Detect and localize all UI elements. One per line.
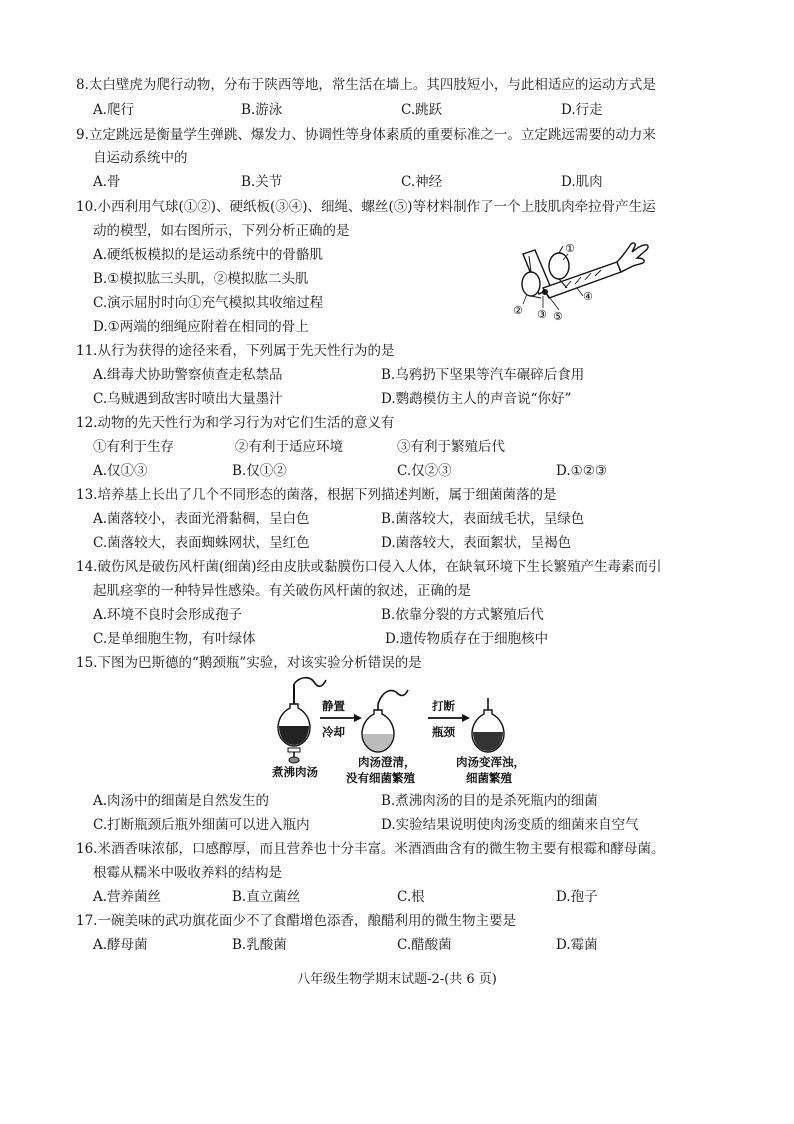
q10-stem-line2: 动的模型，如右图所示，下列分析正确的是 bbox=[93, 223, 350, 239]
q12-option-c: C.仅②③ bbox=[397, 463, 452, 479]
q10-option-c: C.演示屈肘时向①充气模拟其收缩过程 bbox=[93, 295, 324, 311]
q8-option-c: C.跳跃 bbox=[401, 102, 443, 118]
q12-option-a: A.仅①③ bbox=[93, 463, 148, 479]
arm-label-5: ⑤ bbox=[553, 310, 563, 323]
q13-option-d: D.菌落较大，表面絮状，呈褐色 bbox=[381, 535, 572, 551]
q14-option-d: D.遗传物质存在于细胞核中 bbox=[385, 631, 549, 647]
flask2-caption-line2: 没有细菌繁殖 bbox=[346, 771, 415, 785]
q12-stem: 12.动物的先天性行为和学习行为对它们生活的意义有 bbox=[76, 415, 395, 431]
q17-option-a: A.酵母菌 bbox=[93, 937, 148, 953]
q17-stem: 17.一碗美味的武功旗花面少不了食醋增色添香，酿醋利用的微生物主要是 bbox=[76, 913, 516, 929]
swan-neck-flask-figure bbox=[270, 676, 540, 788]
arrow2-line1: 打断 bbox=[432, 699, 455, 713]
arrow1-line1: 静置 bbox=[322, 699, 345, 713]
arrow2-line2: 瓶颈 bbox=[432, 725, 455, 739]
flask3-caption-line2: 细菌繁殖 bbox=[466, 771, 512, 785]
q15-stem: 15.下图为巴斯德的“鹅颈瓶”实验，对该实验分析错误的是 bbox=[76, 655, 422, 671]
q16-option-c: C.根 bbox=[397, 889, 425, 905]
q8-option-b: B.游泳 bbox=[241, 102, 283, 118]
q14-option-a: A.环境不良时会形成孢子 bbox=[93, 607, 243, 623]
flask3-caption-line1: 肉汤变浑浊， bbox=[456, 755, 525, 769]
q12-option-d: D.①②③ bbox=[556, 463, 607, 479]
q10-stem-line1: 10.小西利用气球(①②)、硬纸板(③④)、细绳、螺丝(⑤)等材料制作了一个上肢肌肉牵拉骨产生运 bbox=[76, 199, 656, 215]
q14-option-c: C.是单细胞生物，有叶绿体 bbox=[93, 631, 256, 647]
q17-option-b: B.乳酸菌 bbox=[232, 937, 287, 953]
arrow1-line2: 冷却 bbox=[322, 725, 345, 739]
q17-option-d: D.霉菌 bbox=[556, 937, 598, 953]
q12-item-3: ③有利于繁殖后代 bbox=[397, 439, 505, 455]
q12-option-b: B.仅①② bbox=[232, 463, 287, 479]
q16-option-d: D.孢子 bbox=[556, 889, 598, 905]
flask2-caption-line1: 肉汤澄清， bbox=[358, 755, 416, 769]
q16-option-a: A.营养菌丝 bbox=[93, 889, 162, 905]
q10-option-a: A.硬纸板模拟的是运动系统中的骨骼肌 bbox=[93, 247, 324, 263]
q9-stem-line1: 9.立定跳远是衡量学生弹跳、爆发力、协调性等身体素质的重要标准之一。立定跳远需要的动力来 bbox=[76, 127, 656, 143]
q11-option-c: C.乌贼遇到敌害时喷出大量墨汁 bbox=[93, 391, 283, 407]
q16-option-b: B.直立菌丝 bbox=[232, 889, 301, 905]
q15-option-b: B.煮沸肉汤的目的是杀死瓶内的细菌 bbox=[381, 793, 598, 809]
q9-option-d: D.肌肉 bbox=[561, 174, 603, 190]
q10-option-b: B.①模拟肱三头肌，②模拟肱二头肌 bbox=[93, 271, 309, 287]
q9-option-c: C.神经 bbox=[401, 174, 443, 190]
q11-stem: 11.从行为获得的途径来看，下列属于先天性行为的是 bbox=[76, 343, 395, 359]
q14-option-b: B.依靠分裂的方式繁殖后代 bbox=[381, 607, 544, 623]
q8-option-d: D.行走 bbox=[561, 102, 603, 118]
arm-label-2: ② bbox=[513, 304, 523, 317]
q15-option-d: D.实验结果说明使肉汤变质的细菌来自空气 bbox=[381, 817, 639, 833]
arm-label-4: ④ bbox=[583, 290, 593, 303]
arm-model-figure bbox=[505, 236, 655, 324]
q13-stem: 13.培养基上长出了几个不同形态的菌落，根据下列描述判断，属于细菌菌落的是 bbox=[76, 487, 557, 503]
q12-item-2: ②有利于适应环境 bbox=[235, 439, 343, 455]
page-footer: 八年级生物学期末试题-2-(共 6 页) bbox=[297, 972, 497, 987]
q15-option-c: C.打断瓶颈后瓶外细菌可以进入瓶内 bbox=[93, 817, 310, 833]
q16-stem-line2: 根霉从糯米中吸收养料的结构是 bbox=[93, 865, 282, 881]
arm-label-3: ③ bbox=[537, 308, 547, 321]
q9-stem-line2: 自运动系统中的 bbox=[93, 150, 188, 166]
q11-option-d: D.鹦鹉模仿主人的声音说“你好” bbox=[381, 391, 572, 407]
q11-option-a: A.缉毒犬协助警察侦查走私禁品 bbox=[93, 367, 283, 383]
q14-stem-line2: 起肌痉挛的一种特异性感染。有关破伤风杆菌的叙述，正确的是 bbox=[93, 583, 471, 599]
q14-stem-line1: 14.破伤风是破伤风杆菌(细菌)经由皮肤或黏膜伤口侵入人体，在缺氧环境下生长繁殖产生毒素而引 bbox=[76, 559, 662, 575]
q10-option-d: D.①两端的细绳应附着在相同的骨上 bbox=[93, 319, 309, 335]
q9-option-b: B.关节 bbox=[241, 174, 283, 190]
q12-item-1: ①有利于生存 bbox=[93, 439, 174, 455]
q13-option-c: C.菌落较大，表面蜘蛛网状，呈红色 bbox=[93, 535, 310, 551]
q8-stem: 8.太白壁虎为爬行动物，分布于陕西等地，常生活在墙上。其四肢短小，与此相适应的运动方式是 bbox=[76, 77, 656, 93]
q11-option-b: B.乌鸦扔下坚果等汽车碾碎后食用 bbox=[381, 367, 585, 383]
q13-option-a: A.菌落较小，表面光滑黏稠，呈白色 bbox=[93, 511, 310, 527]
q16-stem-line1: 16.米酒香味浓郁，口感醇厚，而且营养也十分丰富。米酒酒曲含有的微生物主要有根霉和酵母菌。 bbox=[76, 841, 665, 857]
q15-option-a: A.肉汤中的细菌是自然发生的 bbox=[93, 793, 270, 809]
q17-option-c: C.醋酸菌 bbox=[397, 937, 452, 953]
flask1-caption: 煮沸肉汤 bbox=[272, 765, 318, 779]
arm-label-1: ① bbox=[565, 242, 575, 255]
q9-option-a: A.骨 bbox=[93, 174, 121, 190]
q8-option-a: A.爬行 bbox=[93, 102, 135, 118]
q13-option-b: B.菌落较大，表面绒毛状，呈绿色 bbox=[381, 511, 585, 527]
